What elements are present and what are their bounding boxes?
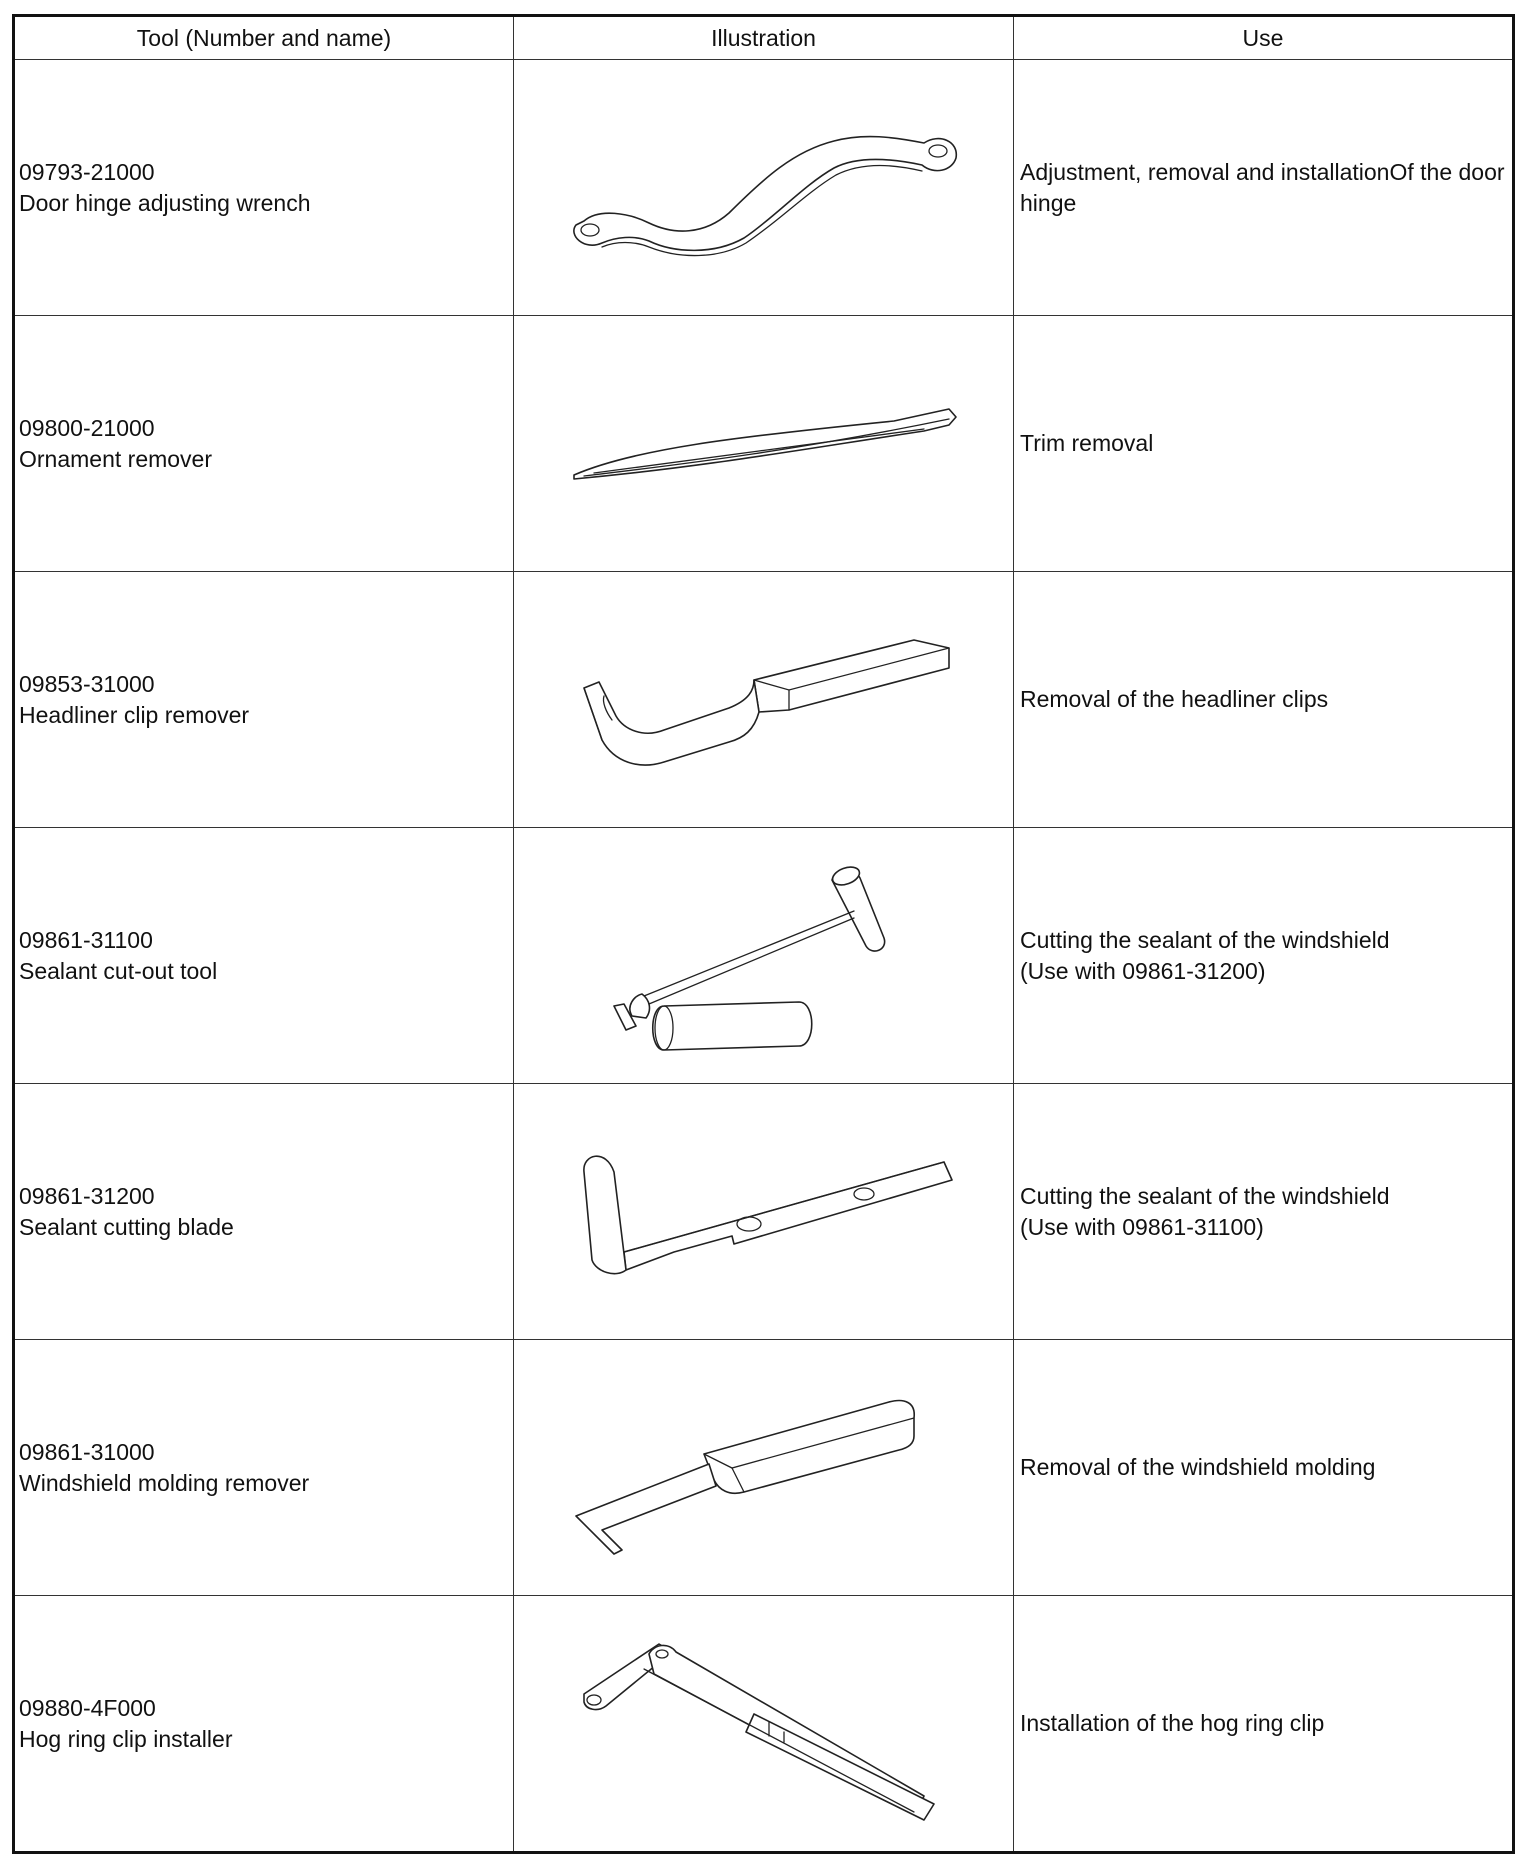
tool-use: Removal of the headliner clips [1020,686,1329,712]
illustration-cell [514,1340,1014,1596]
illustration-cell [514,1084,1014,1340]
tool-name: Door hinge adjusting wrench [19,189,311,216]
use-cell [1014,1340,1514,1596]
tool-name: Windshield molding remover [19,1469,310,1496]
use-cell [1014,60,1514,316]
tool-name: Hog ring clip installer [19,1725,233,1752]
sealant-cutout-tool-illustration [554,856,974,1056]
tool-cell [14,1596,514,1853]
tool-use: Removal of the windshield molding [1020,1454,1376,1480]
illustration-cell [514,316,1014,572]
tool-use-line-1: Cutting the sealant of the windshield [1020,926,1390,953]
use-cell [1014,316,1514,572]
header-use: Use [1014,16,1514,60]
tool-cell [14,1084,514,1340]
use-cell [1014,828,1514,1084]
tool-name: Ornament remover [19,445,213,472]
wrench-illustration [554,113,974,263]
table-row [14,572,1514,828]
tool-number: 09853-31000 [19,670,155,697]
table-row [14,1340,1514,1596]
tool-use-line-1: Cutting the sealant of the windshield [1020,1182,1390,1209]
table-row [14,1596,1514,1853]
tool-cell [14,316,514,572]
illustration-cell [514,60,1014,316]
use-cell [1014,1596,1514,1853]
tool-use-line-2: (Use with 09861-31100) [1020,1213,1264,1240]
tool-number: 09880-4F000 [19,1694,156,1721]
table-row [14,828,1514,1084]
tool-cell [14,1340,514,1596]
cutting-blade-illustration [554,1132,974,1292]
tool-use: Adjustment, removal and installationOf the door hinge [1020,158,1505,216]
tool-name: Sealant cut-out tool [19,957,218,984]
use-cell [1014,1084,1514,1340]
tool-cell [14,60,514,316]
table-row [14,1084,1514,1340]
hog-ring-installer-illustration [554,1614,974,1834]
ornament-remover-illustration [554,379,974,509]
tool-use: Installation of the hog ring clip [1020,1710,1325,1736]
table-row [14,316,1514,572]
header-tool: Tool (Number and name) [14,16,514,60]
tool-use: Trim removal [1020,430,1154,456]
tool-name: Sealant cutting blade [19,1213,234,1240]
molding-remover-illustration [554,1378,974,1558]
tool-name: Headliner clip remover [19,701,250,728]
header-row [14,16,1514,60]
tool-number: 09861-31200 [19,1182,155,1209]
illustration-cell [514,828,1014,1084]
table-row [14,60,1514,316]
clip-remover-illustration [554,620,974,780]
use-cell [1014,572,1514,828]
tool-cell [14,828,514,1084]
illustration-cell [514,572,1014,828]
tool-number: 09861-31000 [19,1438,155,1465]
tool-number: 09861-31100 [19,926,153,953]
header-illustration: Illustration [514,16,1014,60]
tool-use-line-2: (Use with 09861-31200) [1020,957,1266,984]
tool-cell [14,572,514,828]
tool-number: 09793-21000 [19,158,155,185]
illustration-cell [514,1596,1014,1853]
special-tools-table [12,14,1515,1854]
tool-number: 09800-21000 [19,414,155,441]
